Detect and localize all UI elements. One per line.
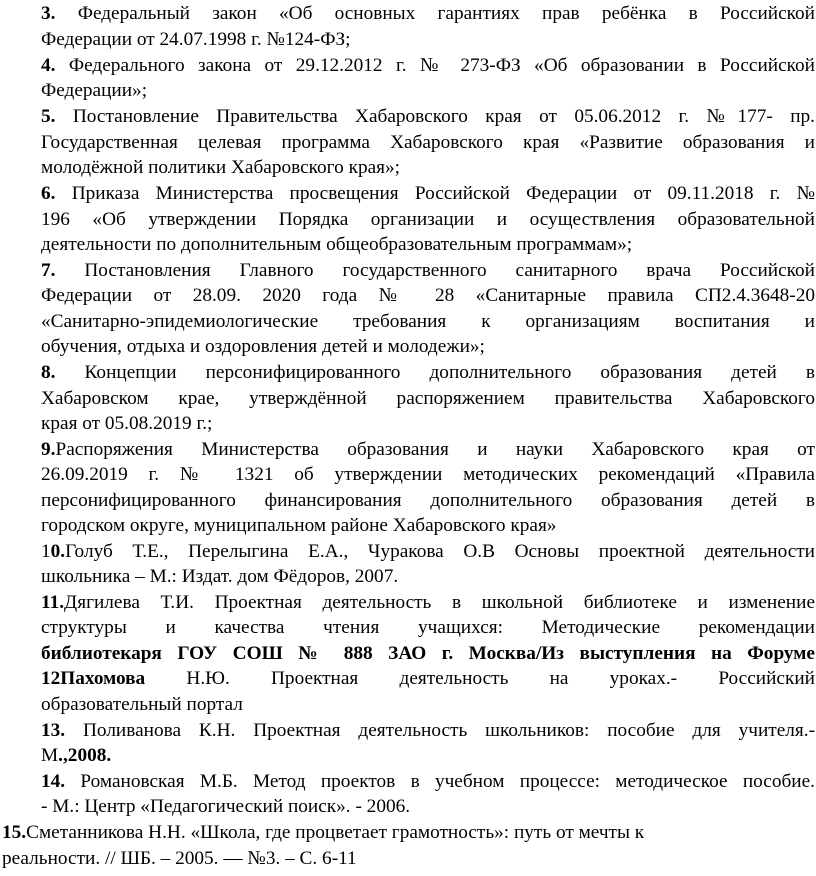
ref-5-line-2 xyxy=(41,130,815,156)
ref-text: - М.: Центр «Педагогический поиск». - 2006. xyxy=(41,796,411,817)
ref-13-line-1 xyxy=(41,718,815,744)
ref-10-line-1 xyxy=(41,539,815,565)
ref-text: Романовская М.Б. Метод проектов в учебном процессе: методическое пособие. xyxy=(65,771,815,792)
ref-3-line-2 xyxy=(41,27,350,53)
ref-text: городском округе, муниципальном районе Хабаровского края» xyxy=(41,515,557,536)
ref-text: Сметанникова Н.Н. «Школа, где процветает грамотность»: путь от мечты к xyxy=(26,822,645,843)
ref-7-line-1 xyxy=(41,258,815,284)
ref-text: образовательный портал xyxy=(41,694,243,715)
ref-number: 6. xyxy=(41,183,56,204)
ref-text: Федерального закона от 29.12.2012 г. № 273-ФЗ «Об образовании в Российской xyxy=(55,55,815,76)
ref-text: М xyxy=(41,745,59,766)
ref-text: Постановление Правительства Хабаровского края от 05.06.2012 г. №177- пр. xyxy=(55,106,815,127)
ref-number: 12Пахомова xyxy=(41,668,146,689)
ref-text: «Санитарно-эпидемиологические требования к организациям воспитания и xyxy=(41,311,815,332)
ref-number: 11. xyxy=(41,592,65,613)
ref-text: Федерации от 24.07.1998 г. №124-ФЗ; xyxy=(41,29,351,50)
ref-5-line-1 xyxy=(41,104,815,130)
ref-4-line-2 xyxy=(41,78,147,104)
ref-11-line-1 xyxy=(41,590,815,616)
ref-14-line-1 xyxy=(41,769,815,795)
ref-7-line-2 xyxy=(41,283,815,309)
ref-3-line-1 xyxy=(41,1,815,27)
ref-text: Н.Ю. Проектная деятельность на уроках.- Российский xyxy=(145,668,815,689)
ref-text: Приказа Министерства просвещения Российской Федерации от 09.11.2018 г. № xyxy=(55,183,815,204)
ref-6-line-3 xyxy=(41,232,632,258)
ref-number: 8. xyxy=(41,362,56,383)
ref-number: 4. xyxy=(41,55,56,76)
ref-text: Концепции персонифицированного дополнительного образования детей в xyxy=(55,362,815,383)
ref-12-line-1 xyxy=(41,666,815,692)
ref-text: Федерации»; xyxy=(41,80,148,101)
ref-text: Хабаровском крае, утверждённой распоряжением правительства Хабаровского xyxy=(41,388,815,409)
ref-text: Государственная целевая программа Хабаровского края «Развитие образования и xyxy=(41,132,815,153)
ref-9-line-1 xyxy=(41,437,815,463)
ref-text: 196 «Об утверждении Порядка организации и осуществления образовательной xyxy=(41,209,815,230)
ref-15-line-2 xyxy=(2,846,357,872)
ref-9-line-4 xyxy=(41,513,556,539)
ref-6-line-1 xyxy=(41,181,815,207)
ref-text: Голуб Т.Е., Перелыгина Е.А., Чуракова О.В Основы проектной деятельности xyxy=(65,541,815,562)
ref-6-line-2 xyxy=(41,207,815,233)
ref-text: персонифицированного финансирования дополнительного образования детей в xyxy=(41,490,815,511)
ref-number: 15. xyxy=(2,822,27,843)
ref-number: 5. xyxy=(41,106,56,127)
ref-9-line-3 xyxy=(41,488,815,514)
ref-text: Постановления Главного государственного санитарного врача Российской xyxy=(55,260,815,281)
ref-12-line-2 xyxy=(41,692,243,718)
ref-14-line-2 xyxy=(41,794,410,820)
ref-10-line-2 xyxy=(41,564,398,590)
ref-8-line-1 xyxy=(41,360,815,386)
ref-text: школьника – М.: Издат. дом Фёдоров, 2007. xyxy=(41,566,399,587)
ref-15-line-1 xyxy=(2,820,644,846)
ref-text: края от 05.08.2019 г.; xyxy=(41,413,213,434)
ref-text: Распоряжения Министерства образования и науки Хабаровского края от xyxy=(55,439,815,460)
ref-11-line-3 xyxy=(41,641,815,667)
ref-text: структуры и качества чтения учащихся: Методические рекомендации xyxy=(41,617,815,638)
ref-9-line-2 xyxy=(41,462,815,488)
ref-4-line-1 xyxy=(41,53,815,79)
ref-text: молодёжной политики Хабаровского края»; xyxy=(41,157,401,178)
ref-8-line-2 xyxy=(41,386,815,412)
ref-7-line-3 xyxy=(41,309,815,335)
ref-5-line-3 xyxy=(41,155,400,181)
ref-text: Федеральный закон «Об основных гарантиях прав ребёнка в Российской xyxy=(55,3,815,24)
ref-text: Дягилева Т.И. Проектная деятельность в школьной библиотеке и изменение xyxy=(64,592,815,613)
ref-number: 7. xyxy=(41,260,56,281)
ref-text-bold: библиотекаря ГОУ СОШ № 888 ЗАО г. Москва/Из выступления на Форуме xyxy=(41,643,815,664)
ref-number: 14. xyxy=(41,771,66,792)
ref-text: Федерации от 28.09. 2020 года № 28 «Санитарные правила СП2.4.3648-20 xyxy=(41,285,815,306)
ref-8-line-3 xyxy=(41,411,212,437)
ref-text: деятельности по дополнительным общеобразовательным программам»; xyxy=(41,234,633,255)
ref-13-line-2 xyxy=(41,743,111,769)
ref-text-bold: .,2008. xyxy=(58,745,112,766)
ref-text: 26.09.2019 г. № 1321 об утверждении методических рекомендаций «Правила xyxy=(41,464,815,485)
ref-number: 3. xyxy=(41,3,56,24)
ref-number: 0. xyxy=(50,541,66,562)
ref-11-line-2 xyxy=(41,615,815,641)
ref-number-prefix: 1 xyxy=(41,541,51,562)
ref-text: реальности. // ШБ. – 2005. — №3. – С. 6-11 xyxy=(2,848,357,869)
ref-7-line-4 xyxy=(41,334,485,360)
ref-number: 9. xyxy=(41,439,56,460)
ref-number: 13. xyxy=(41,720,66,741)
ref-text: Поливанова К.Н. Проектная деятельность школьников: пособие для учителя.- xyxy=(65,720,815,741)
ref-text: обучения, отдыха и оздоровления детей и молодежи»; xyxy=(41,336,485,357)
